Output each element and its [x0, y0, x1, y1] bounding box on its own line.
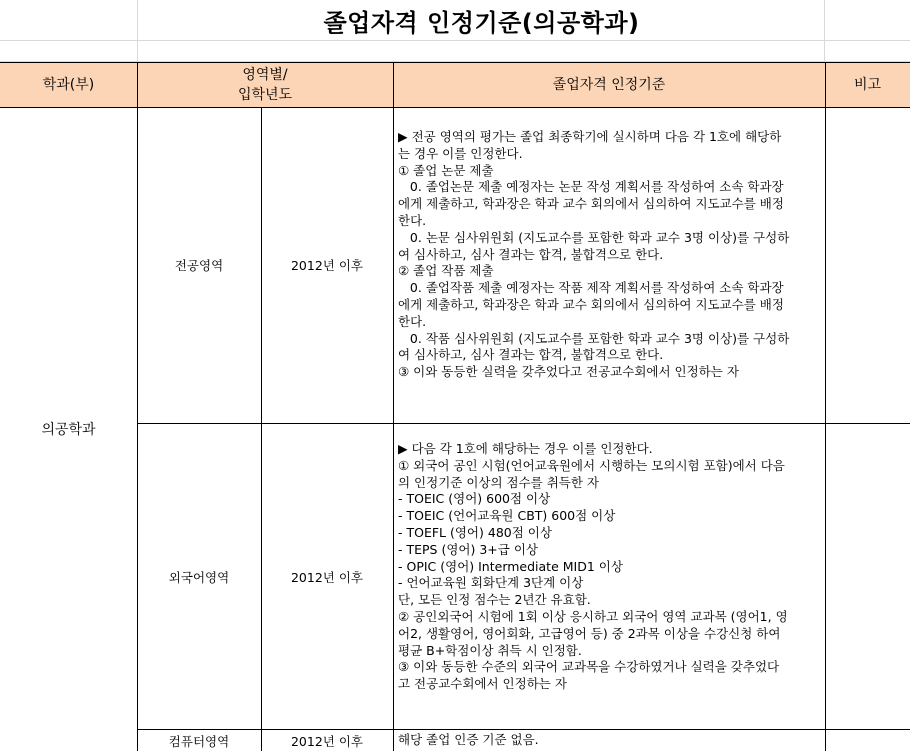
table-border [137, 62, 138, 751]
table-border [261, 107, 262, 751]
area-cell: 전공영역 [174, 258, 224, 273]
area-cell: 외국어영역 [168, 569, 230, 585]
page-title: 졸업자격 인정기준(의공학과) [323, 8, 640, 37]
note-cell [825, 423, 910, 730]
note-cell [825, 730, 910, 751]
year-cell: 2012년 이후 [290, 733, 363, 749]
header-area-year: 영역별/ 입학년도 [137, 62, 393, 107]
table-border [137, 729, 910, 730]
criteria-cell: ▶ 다음 각 1호에 해당하는 경우 이를 인정한다. ① 외국어 공인 시험(언어교육원에서 시행하는 모의시험 포함)에서 다음 의 인정기준 이상의 점수를 취득한 자 - TOEIC (영어) 600점 이상 - TOEIC (언어교육원 CBT) 600점 이상 - TOEFL (영어) 480점 이상 - TEPS (영어) 3+급 이상 - OPIC (영어) Intermediate MID1 이상 - 언어교육원 회화단계 3단계 이상 단, 모든 인정 점수는 2년간 유효함. ② 공인외국어 시험에 1회 이상 응시하고 외국어 영역 교과목 (영어1, 영 어2, 생활영어, 영어회화, 고급영어 등) 중 2과목 이상을 수강신청 하여 평균 B+학점이상 취득 시 인정함. ③ 이와 동등한 수준의 외국어 교과목을 수강하였거나 실력을 갖추었다 고 전공교수회에서 인정하는 자 [398, 441, 788, 692]
criteria-cell: 해당 졸업 인증 기준 없음. [398, 732, 539, 747]
area-cell: 컴퓨터영역 [168, 733, 230, 749]
note-cell [825, 107, 910, 423]
department-cell: 의공학과 [41, 422, 96, 438]
header-dept: 학과(부) [0, 62, 137, 107]
criteria-cell: ▶ 전공 영역의 평가는 졸업 최종학기에 실시하며 다음 각 1호에 해당하 는 경우 이를 인정한다. ① 졸업 논문 제출 0. 졸업논문 제출 예정자는 논문 작성 계획서를 작성하여 소속 학과장 에게 제출하고, 학과장은 학과 교수 회의에서 심의하여 지도교수를 배정 한다. 0. 논문 심사위원회 (지도교수를 포함한 학과 교수 3명 이상)를 구성하 여 심사하고, 심사 결과는 합격, 불합격으로 한다. ② 졸업 작품 제출 0. 졸업작품 제출 예정자는 작품 제작 계획서를 작성하여 소속 학과장 에게 제출하고, 학과장은 학과 교수 회의에서 심의하여 지도교수를 배정 한다. 0. 작품 심사위원회 (지도교수를 포함한 학과 교수 3명 이상)를 구성하 여 심사하고, 심사 결과는 합격, 불합격으로 한다. ③ 이와 동등한 실력을 갖추었다고 전공교수회에서 인정하는 자 [398, 129, 790, 380]
gridline [0, 40, 910, 41]
table-border [825, 62, 826, 751]
year-cell: 2012년 이후 [290, 258, 363, 273]
table-border [137, 423, 910, 424]
table-border [393, 62, 394, 751]
header-note: 비고 [825, 62, 910, 107]
year-cell: 2012년 이후 [290, 569, 363, 585]
header-criteria: 졸업자격 인정기준 [393, 62, 825, 107]
